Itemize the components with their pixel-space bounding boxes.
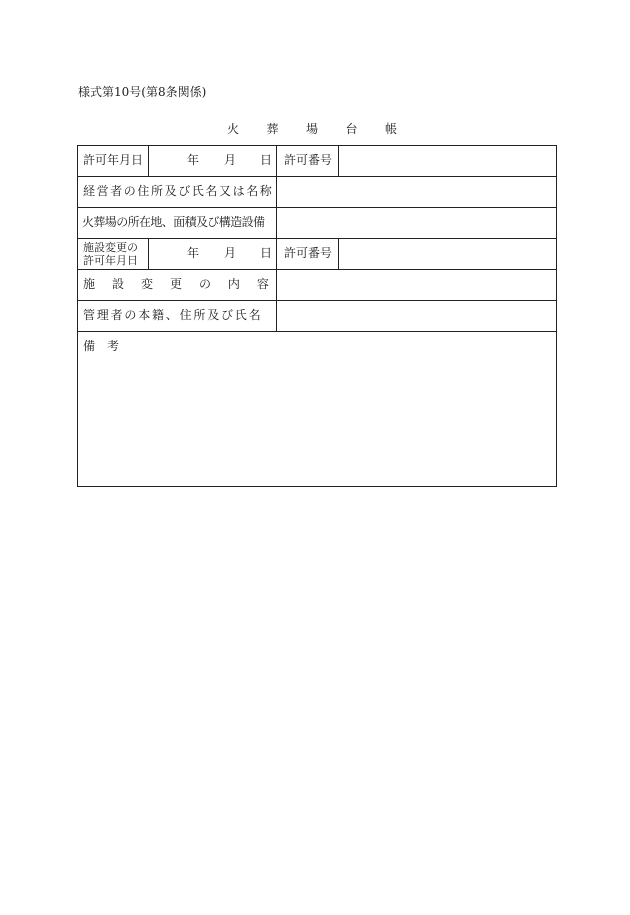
table-rule bbox=[77, 486, 557, 487]
table-rule bbox=[276, 145, 277, 176]
table-rule bbox=[556, 145, 557, 487]
label-char: 容 bbox=[256, 277, 269, 291]
facility-change-label-line1: 施設変更の bbox=[83, 241, 138, 254]
label-char: 設 bbox=[111, 277, 124, 291]
label-char: 更 bbox=[169, 277, 182, 291]
permit-date-year: 年 bbox=[187, 153, 200, 167]
permit-date-month: 月 bbox=[224, 153, 237, 167]
table-rule bbox=[77, 238, 557, 239]
operator-label: 経営者の住所及び氏名又は名称 bbox=[83, 184, 274, 198]
label-char: 考 bbox=[106, 339, 119, 353]
table-rule bbox=[77, 300, 557, 301]
permit-number-label: 許可番号 bbox=[284, 153, 333, 167]
ledger-table bbox=[77, 145, 557, 487]
title-char: 台 bbox=[345, 122, 358, 136]
table-rule bbox=[77, 331, 557, 332]
crematorium-details-label: 火葬場の所在地、面積及び構造設備 bbox=[82, 215, 265, 229]
label-char: の bbox=[198, 277, 211, 291]
change-date-month: 月 bbox=[224, 246, 237, 260]
remarks-label bbox=[83, 338, 119, 354]
table-rule bbox=[148, 145, 149, 176]
facility-change-date-label bbox=[83, 241, 138, 267]
title-char: 葬 bbox=[266, 122, 279, 136]
permit-date-label: 許可年月日 bbox=[83, 153, 144, 167]
table-rule bbox=[276, 269, 277, 331]
label-char: 備 bbox=[83, 339, 96, 353]
label-char: 変 bbox=[140, 277, 153, 291]
title-char: 火 bbox=[227, 122, 240, 136]
table-rule bbox=[77, 145, 78, 487]
table-rule bbox=[276, 238, 277, 269]
label-char: 施 bbox=[83, 277, 96, 291]
table-rule bbox=[338, 145, 339, 176]
facility-change-label-line2: 許可年月日 bbox=[83, 254, 138, 267]
change-date-year: 年 bbox=[187, 246, 200, 260]
permit-date-day: 日 bbox=[260, 153, 273, 167]
label-char: 内 bbox=[227, 277, 240, 291]
form-reference: 様式第10号(第8条関係) bbox=[78, 85, 207, 99]
table-rule bbox=[276, 176, 277, 238]
change-date-day: 日 bbox=[260, 246, 273, 260]
table-rule bbox=[77, 269, 557, 270]
table-rule bbox=[77, 145, 557, 146]
document-title bbox=[227, 121, 397, 137]
facility-change-content-label bbox=[83, 276, 269, 292]
table-rule bbox=[77, 176, 557, 177]
manager-label: 管理者の本籍、住所及び氏名 bbox=[83, 308, 263, 322]
table-rule bbox=[77, 207, 557, 208]
change-permit-number-label: 許可番号 bbox=[284, 246, 333, 260]
table-rule bbox=[148, 238, 149, 269]
title-char: 帳 bbox=[384, 122, 397, 136]
table-rule bbox=[338, 238, 339, 269]
title-char: 場 bbox=[305, 122, 318, 136]
